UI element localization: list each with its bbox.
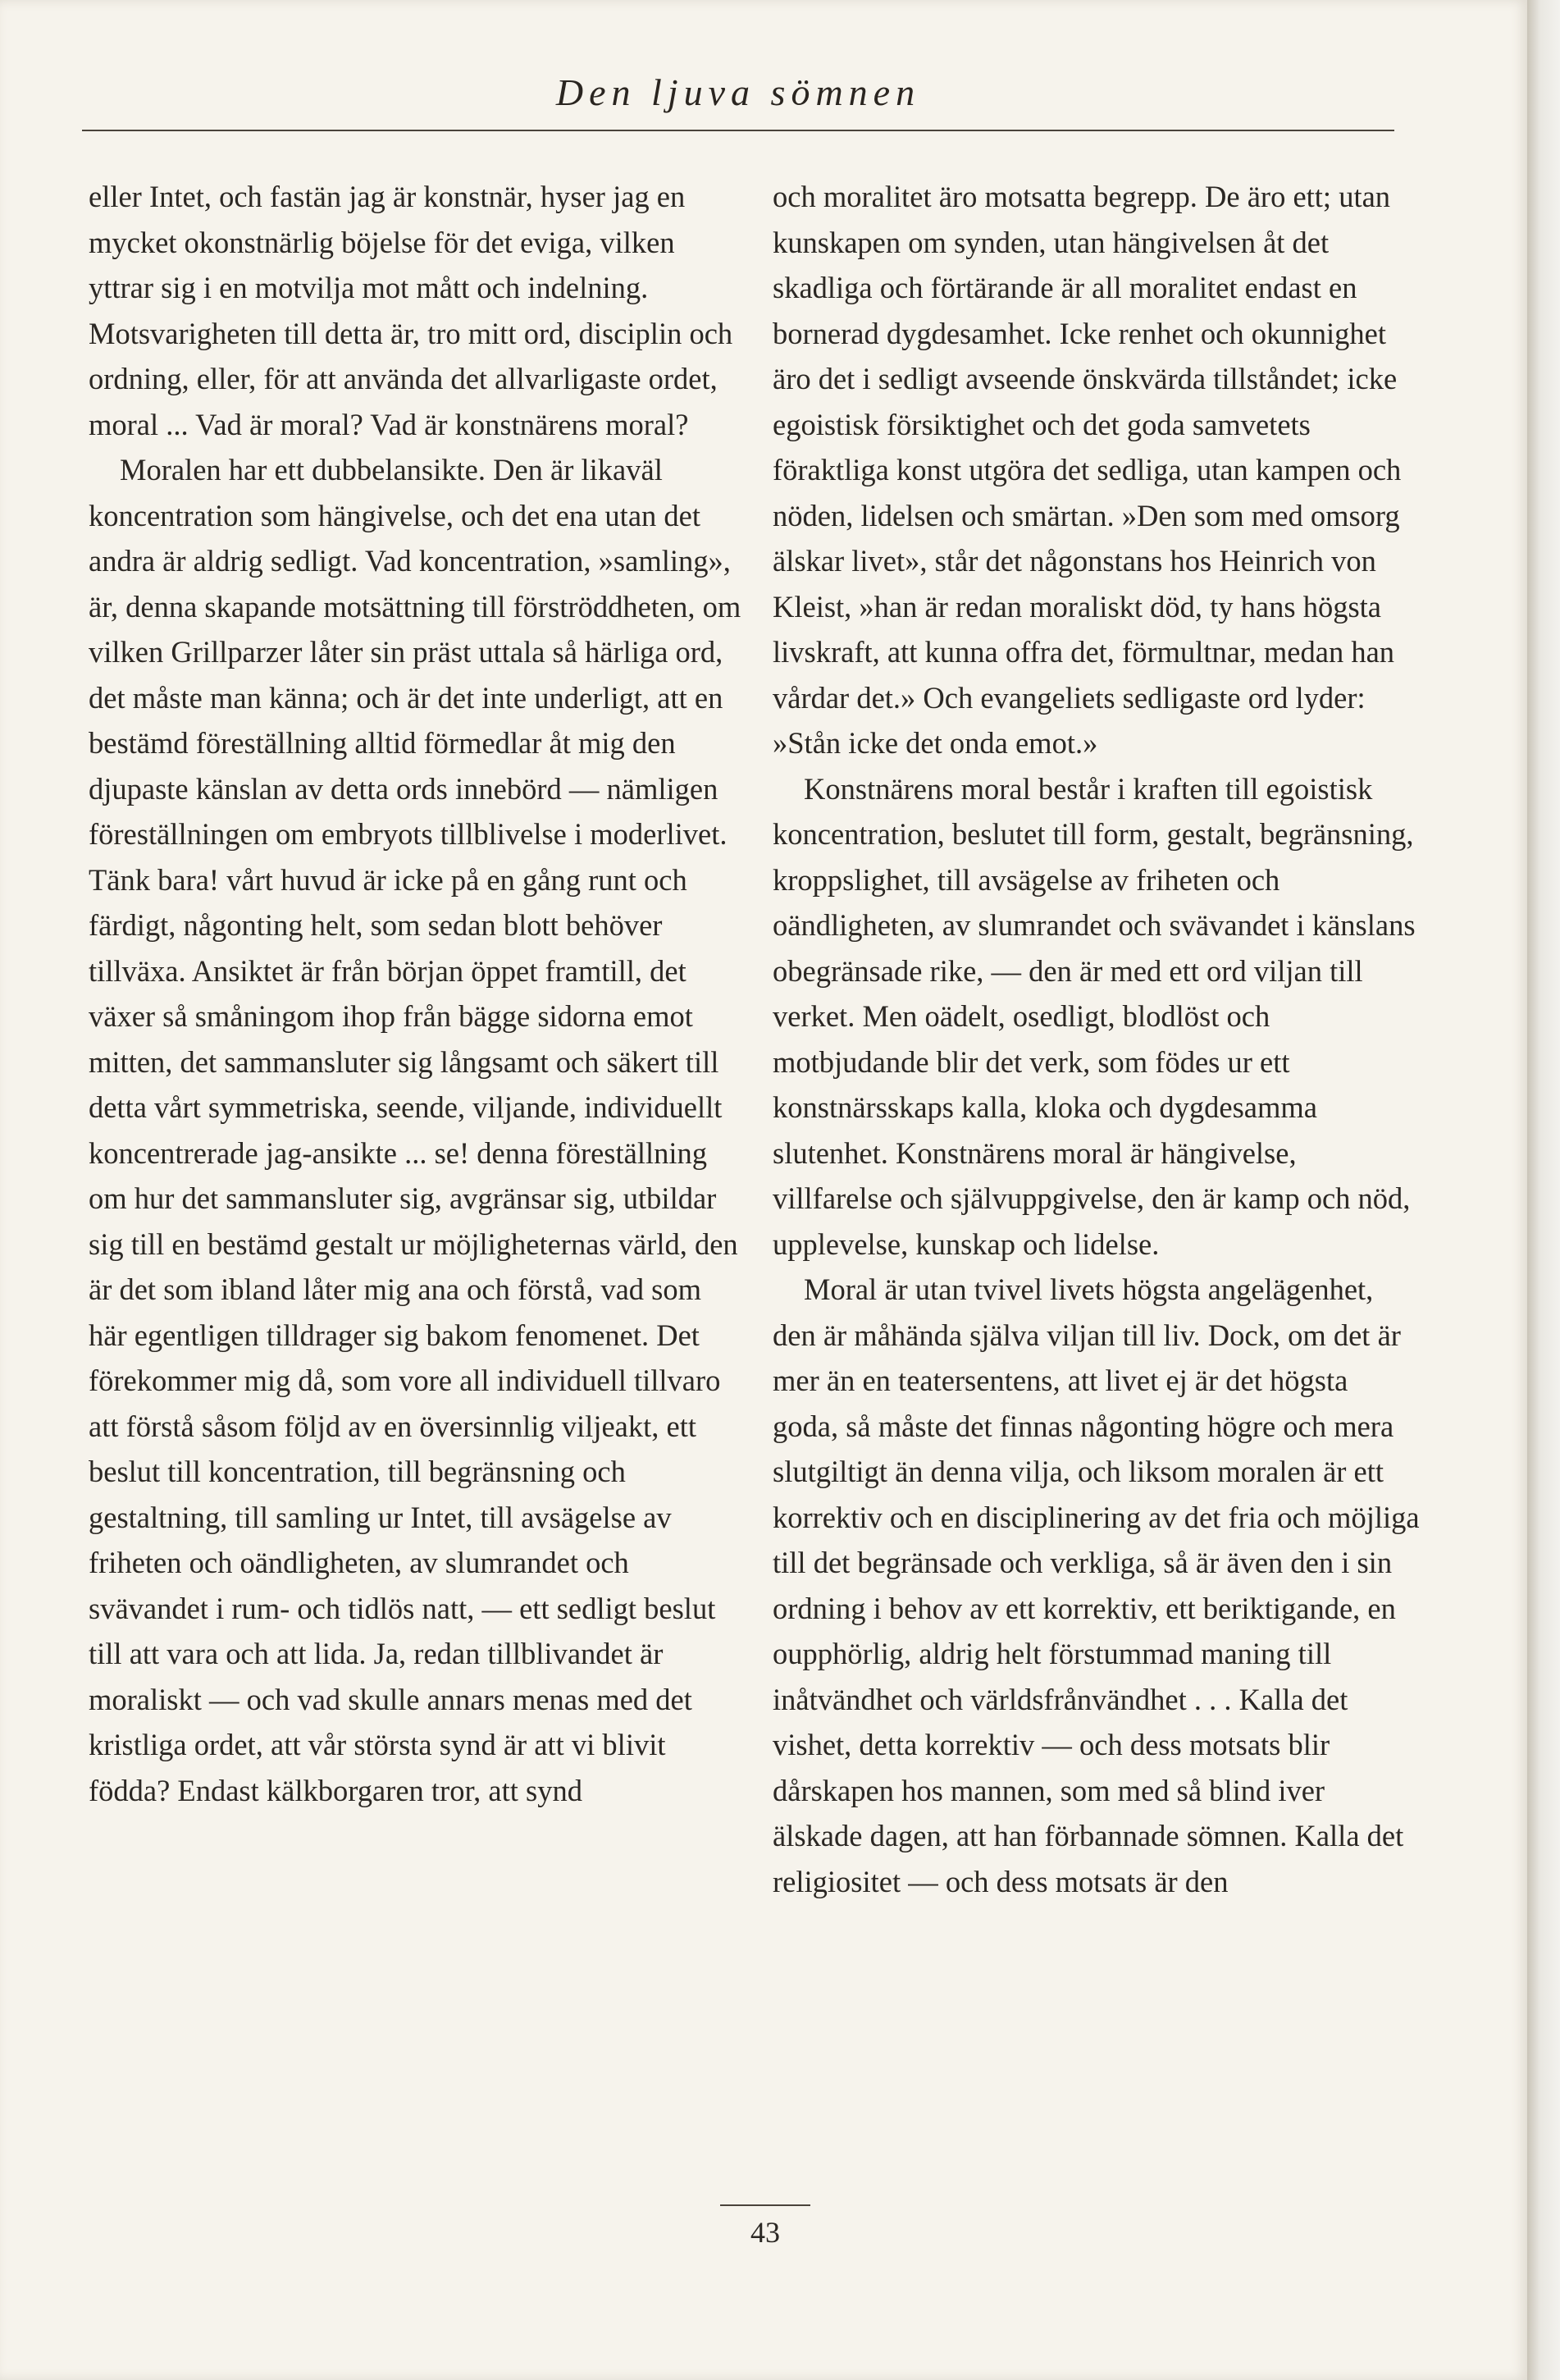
right-paragraph-3: Moral är utan tvivel livets högsta angelägenhet, den är måhända själva viljan till liv. Dock, om det är mer än en teatersentens, att livet ej är det högsta goda, så måste det finnas någonting högre och mera slutgiltigt än denna vilja, och liksom moralen är ett korrektiv och en disciplinering av det fria och möjliga till det begränsade och verkliga, så är även den i sin ordning i behov av ett korrektiv, ett beriktigande, en oupphörlig, aldrig helt förstummad maning till inåtvändhet och världsfrånvändhet . . . Kalla det vishet, detta korrektiv — och dess motsats blir dårskapen hos mannen, som med så blind iver älskade dagen, att han förbannade sömnen. Kalla det religiositet — och dess motsats är den: [773, 1272, 1420, 1898]
left-paragraph-1: eller Intet, och fastän jag är konstnär, hyser jag en mycket okonstnärlig böjelse för det eviga, vilken yttrar sig i en motvilja mot mått och indelning. Motsvarigheten till detta är, tro mitt ord, disciplin och ordning, eller, för att använda det allvarligaste ordet, moral ... Vad är moral? Vad är konstnärens moral?: [89, 180, 733, 441]
right-paragraph-2: Konstnärens moral består i kraften till egoistisk koncentration, beslutet till form, gestalt, begränsning, kroppslighet, till avsägelse av friheten och oändligheten, av slumrandet och svävandet i känslans obegränsade rike, — den är med ett ord viljan till verket. Men oädelt, osedligt, blodlöst och motbjudande blir det verk, som födes ur ett konstnärsskaps kalla, kloka och dygdesamma slutenhet. Konstnärens moral är hängivelse, villfarelse och självuppgivelse, den är kamp och nöd, upplevelse, kunskap och lidelse.: [773, 771, 1416, 1261]
footer-rule: [720, 2204, 810, 2206]
right-paragraph-1: och moralitet äro motsatta begrepp. De äro ett; utan kunskapen om synden, utan hängivelsen åt det skadliga och förtärande är all moralitet endast en bornerad dygdesamhet. Icke renhet och okunnighet äro det i sedligt avseende önskvärda tillståndet; icke egoistisk försiktighet och det goda samvetets föraktliga konst utgöra det sedliga, utan kampen och nöden, lidelsen och smärtan. »Den som med omsorg älskar livet», står det någonstans hos Heinrich von Kleist, »han är redan moraliskt död, ty hans högsta livskraft, att kunna offra det, förmultnar, medan han vårdar det.» Och evangeliets sedligaste ord lyder: »Stån icke det onda emot.»: [773, 180, 1402, 760]
right-column: [773, 174, 1421, 1904]
header-rule: [82, 130, 1394, 131]
page-number: 43: [750, 2216, 780, 2249]
left-column: [89, 174, 745, 1813]
left-paragraph-2: Moralen har ett dubbelansikte. Den är likaväl koncentration som hängivelse, och det ena utan det andra är aldrig sedligt. Vad koncentration, »samling», är, denna skapande motsättning till förströddheten, om vilken Grillparzer låter sin präst uttala så härliga ord, det måste man känna; och är det inte underligt, att en bestämd föreställning alltid förmedlar åt mig den djupaste känslan av detta ords innebörd — nämligen föreställningen om embryots tillblivelse i moderlivet. Tänk bara! vårt huvud är icke på en gång runt och färdigt, någonting helt, som sedan blott behöver tillväxa. Ansiktet är från början öppet framtill, det växer så småningom ihop från bägge sidorna emot mitten, det sammansluter sig långsamt och säkert till detta vårt symmetriska, seende, viljande, individuellt koncentrerade jag-ansikte ... se! denna föreställning om hur det sammansluter sig, avgränsar sig, utbildar sig till en bestämd gestalt ur möjligheternas värld, den är det som ibland låter mig ana och förstå, vad som här egentligen tilldrager sig bakom fenomenet. Det förekommer mig då, som vore all individuell tillvaro att förstå såsom följd av en översinnlig viljeakt, ett beslut till koncentration, till begränsning och gestaltning, till samling ur Intet, till avsägelse av friheten och oändligheten, av slumrandet och svävandet i rum- och tidlös natt, — ett sedligt beslut till att vara och att lida. Ja, redan tillblivandet är moraliskt — och vad skulle annars menas med det kristliga ordet, att vår största synd är att vi blivit födda? Endast kälkborgaren tror, att synd: [89, 453, 741, 1807]
running-head: Den ljuva sömnen: [555, 71, 921, 113]
page-edge: [1527, 0, 1560, 2380]
